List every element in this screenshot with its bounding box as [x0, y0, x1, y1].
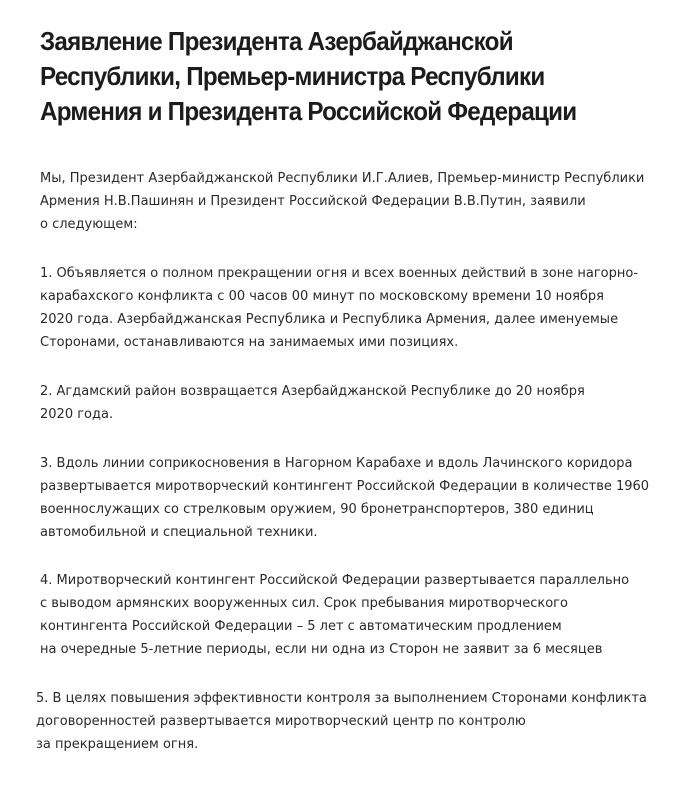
clause-3-paragraph — [40, 452, 649, 544]
paragraph-line: Мы, Президент Азербайджанской Республики И.Г.Алиев, Премьер-министр Республики — [40, 171, 645, 186]
document-title — [40, 24, 635, 129]
paragraph-line: 4. Миротворческий контингент Российской Федерации развертывается параллельно — [40, 573, 630, 588]
paragraph-line: Армения Н.В.Пашинян и Президент Российской Федерации В.В.Путин, заявили — [40, 194, 586, 209]
paragraph-line: за прекращением огня. — [36, 737, 199, 752]
clause-4-paragraph — [40, 569, 629, 661]
paragraph-line: развертывается миротворческий контингент Российской Федерации в количестве 1960 — [40, 479, 650, 494]
intro-paragraph — [40, 167, 644, 236]
paragraph-line: 2. Агдамский район возвращается Азербайджанской Республике до 20 ноября — [40, 384, 585, 399]
paragraph-line: о следующем: — [40, 217, 138, 232]
paragraph-line: Сторонами, останавливаются на занимаемых ими позициях. — [40, 335, 459, 350]
clause-2-paragraph — [40, 380, 585, 426]
paragraph-line: 1. Объявляется о полном прекращении огня и всех военных действий в зоне нагорно- — [40, 266, 639, 281]
title-line: Республики, Премьер-министра Республики — [40, 61, 545, 91]
paragraph-line: договоренностей развертывается миротворческий центр по контролю — [36, 714, 526, 729]
paragraph-line: 2020 года. — [40, 407, 114, 422]
paragraph-line: карабахского конфликта с 00 часов 00 минут по московскому времени 10 ноября — [40, 289, 604, 304]
paragraph-line: 5. В целях повышения эффективности контроля за выполнением Сторонами конфликта — [36, 691, 647, 706]
paragraph-line: военнослужащих со стрелковым оружием, 90 бронетранспортеров, 380 единиц — [40, 502, 594, 517]
clause-5-paragraph — [36, 687, 647, 756]
title-line: Заявление Президента Азербайджанской — [40, 26, 513, 56]
paragraph-line: контингента Российской Федерации – 5 лет с автоматическим продлением — [40, 619, 562, 634]
paragraph-line: на очередные 5-летние периоды, если ни одна из Сторон не заявит за 6 месяцев — [40, 642, 603, 657]
title-line: Армения и Президента Российской Федерации — [40, 96, 577, 126]
clause-1-paragraph — [40, 262, 638, 354]
paragraph-line: автомобильной и специальной техники. — [40, 525, 318, 540]
paragraph-line: с выводом армянских вооруженных сил. Срок пребывания миротворческого — [40, 596, 568, 611]
paragraph-line: 2020 года. Азербайджанская Республика и Республика Армения, далее именуемые — [40, 312, 619, 327]
paragraph-line: 3. Вдоль линии соприкосновения в Нагорном Карабахе и вдоль Лачинского коридора — [40, 456, 633, 471]
